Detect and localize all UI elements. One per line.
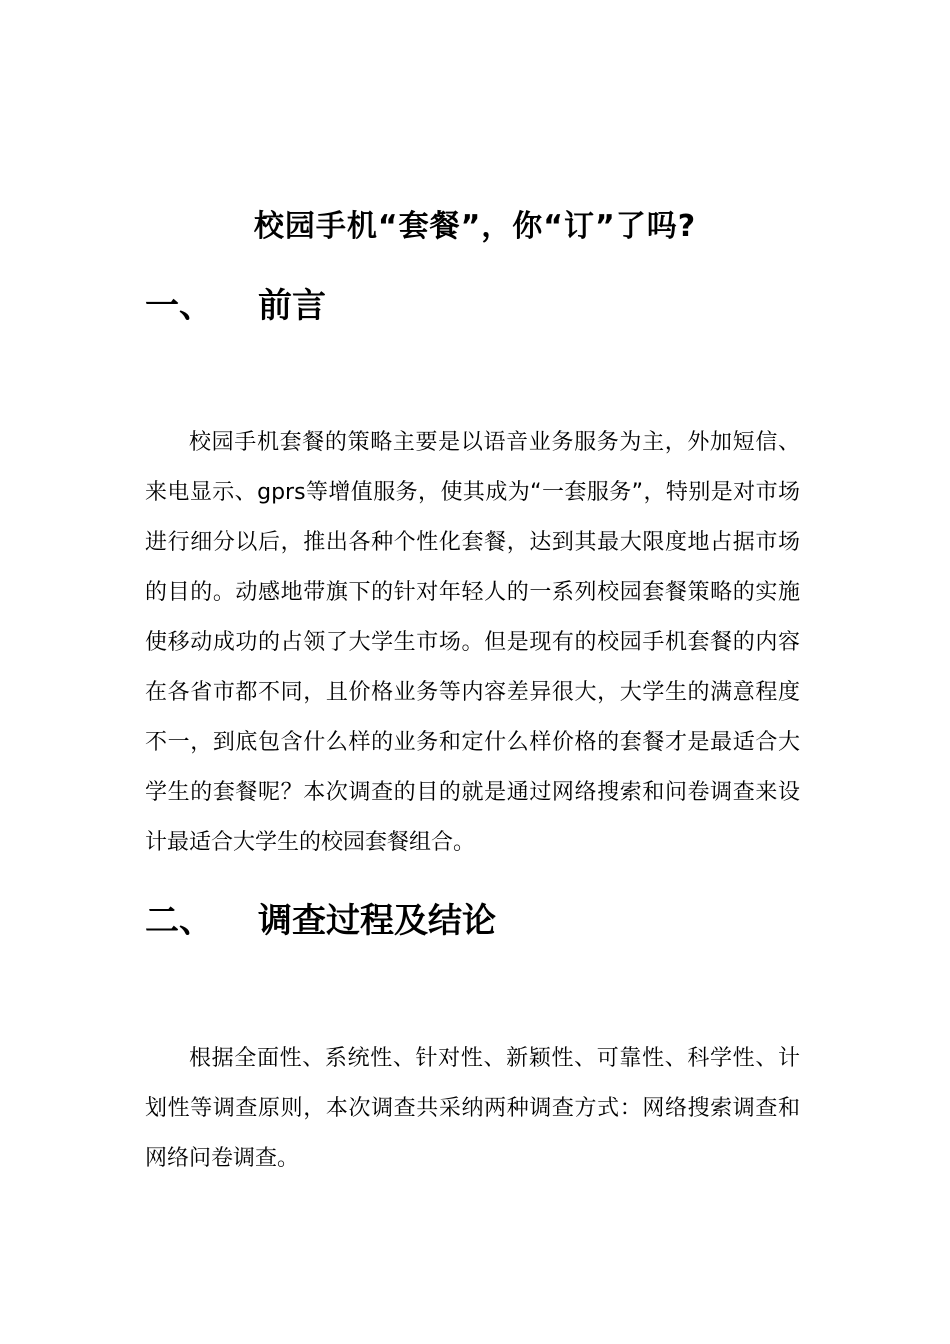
section-paragraph-preface: 校园手机套餐的策略主要是以语音业务服务为主，外加短信、来电显示、gprs等增值服务，使其成为“一套服务”，特别是对市场进行细分以后，推出各种个性化套餐，达到其最大限度地占据市场的目的。动感地带旗下的针对年轻人的一系列校园套餐策略的实施使移动成功的占领了大学生市场。但是现有的校园手机套餐的内容在各省市都不同，且价格业务等内容差异很大，大学生的满意程度不一，到底包含什么样的业务和定什么样价格的套餐才是最适合大学生的套餐呢？本次调查的目的就是通过网络搜索和问卷调查来设计最适合大学生的校园套餐组合。 bbox=[145, 430, 800, 855]
section-number: 二、 bbox=[145, 901, 213, 941]
section-heading-preface bbox=[145, 282, 825, 330]
document-title: 校园手机“套餐”，你“订”了吗? bbox=[253, 209, 697, 244]
section-number: 一、 bbox=[145, 286, 213, 326]
section-heading-process bbox=[145, 897, 825, 945]
section-paragraph-process: 根据全面性、系统性、针对性、新颖性、可靠性、科学性、计划性等调查原则，本次调查共采纳两种调查方式：网络搜索调查和网络问卷调查。 bbox=[145, 1046, 800, 1171]
section-heading-text: 前言 bbox=[258, 286, 326, 326]
section-heading-text: 调查过程及结论 bbox=[258, 901, 496, 941]
